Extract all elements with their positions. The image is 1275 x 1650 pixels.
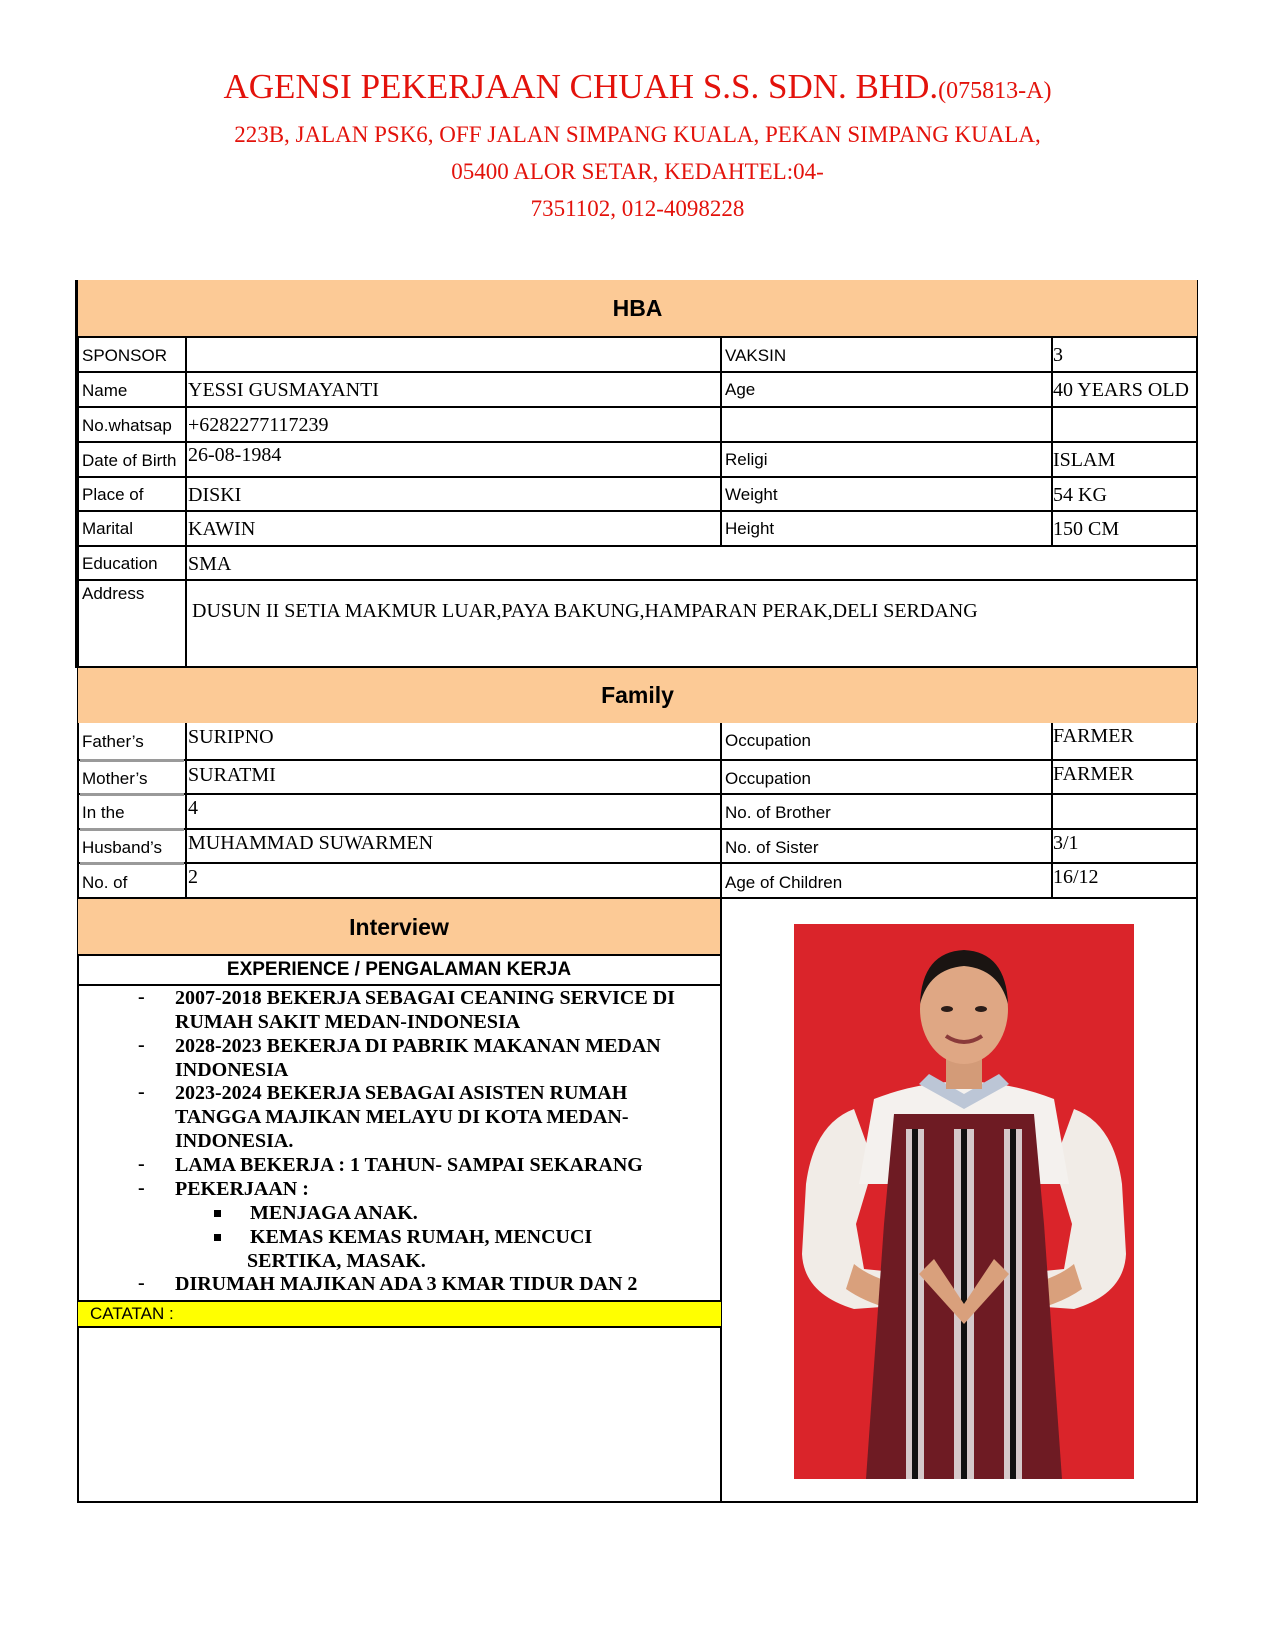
candidate-photo xyxy=(794,924,1134,1479)
divider xyxy=(77,510,1198,512)
education-label: Education xyxy=(82,554,158,573)
experience-item: 2023-2024 BEKERJA SEBAGAI ASISTEN RUMAH xyxy=(175,1082,628,1104)
father-value: SURIPNO xyxy=(188,726,274,748)
label-cell-marker xyxy=(80,828,184,831)
divider xyxy=(77,793,1198,795)
address-value: DUSUN II SETIA MAKMUR LUAR,PAYA BAKUNG,HAMPARAN PERAK,DELI SERDANG xyxy=(192,600,978,622)
column-divider xyxy=(1051,336,1053,546)
bullet-dash: - xyxy=(138,1034,145,1056)
divider xyxy=(77,579,1198,581)
bullet-dash: - xyxy=(138,1272,145,1294)
experience-item: PEKERJAAN : xyxy=(175,1178,309,1200)
dob-label: Date of Birth xyxy=(82,451,177,470)
agency-address-line2: 05400 ALOR SETAR, KEDAHTEL:04- xyxy=(451,159,824,184)
religi-value: ISLAM xyxy=(1053,449,1116,471)
agency-reg-no: (075813-A) xyxy=(938,78,1052,104)
vaksin-value: 3 xyxy=(1053,344,1063,366)
divider xyxy=(77,545,1198,547)
square-bullet-icon xyxy=(214,1234,221,1241)
name-label: Name xyxy=(82,381,128,400)
divider xyxy=(77,828,1198,830)
column-divider xyxy=(185,336,187,667)
age-value: 40 YEARS OLD xyxy=(1053,379,1189,401)
divider xyxy=(77,862,1198,864)
children-count-value: 2 xyxy=(188,866,198,888)
mother-occupation-value: FARMER xyxy=(1053,763,1134,785)
sister-count-label: No. of Sister xyxy=(725,838,819,857)
mother-occupation-label: Occupation xyxy=(725,769,811,788)
divider xyxy=(77,406,1198,408)
divider xyxy=(77,336,1198,338)
column-divider xyxy=(720,723,722,898)
education-value: SMA xyxy=(188,553,232,575)
experience-item: 2028-2023 BEKERJA DI PABRIK MAKANAN MEDAN xyxy=(175,1035,661,1057)
height-label: Height xyxy=(725,519,775,538)
experience-item: DIRUMAH MAJIKAN ADA 3 KMAR TIDUR DAN 2 xyxy=(175,1273,638,1295)
divider xyxy=(77,441,1198,443)
candidate-portrait-illustration xyxy=(794,924,1134,1479)
bullet-dash: - xyxy=(138,1153,145,1175)
experience-item: 2007-2018 BEKERJA SEBAGAI CEANING SERVICE DI xyxy=(175,987,675,1009)
frame-accent-bar xyxy=(75,280,78,668)
marital-label: Marital xyxy=(82,519,134,538)
father-label: Father’s xyxy=(82,732,144,751)
label-cell-marker xyxy=(80,793,184,796)
agency-title xyxy=(0,62,1275,116)
section-header-family: Family xyxy=(78,668,1197,723)
divider xyxy=(77,371,1198,373)
mother-label: Mother’s xyxy=(82,769,148,788)
bullet-dash: - xyxy=(138,986,145,1008)
religi-label: Religi xyxy=(725,450,768,469)
place-of-birth-label: Place of xyxy=(82,485,144,504)
experience-item: TANGGA MAJIKAN MELAYU DI KOTA MEDAN- xyxy=(175,1106,629,1128)
father-occupation-label: Occupation xyxy=(725,731,811,750)
divider xyxy=(77,759,1198,761)
place-of-birth-value: DISKI xyxy=(188,484,242,506)
sponsor-label: SPONSOR xyxy=(82,346,168,365)
experience-subitem: MENJAGA ANAK. xyxy=(250,1202,418,1224)
children-count-label: No. of xyxy=(82,873,128,892)
name-value: YESSI GUSMAYANTI xyxy=(188,379,379,401)
weight-value: 54 KG xyxy=(1053,484,1107,506)
divider xyxy=(77,1326,721,1328)
column-divider xyxy=(720,336,722,546)
experience-item: RUMAH SAKIT MEDAN-INDONESIA xyxy=(175,1011,521,1033)
in-the-family-label: In the xyxy=(82,803,125,822)
husband-label: Husband’s xyxy=(82,838,163,857)
mother-value: SURATMI xyxy=(188,764,276,786)
whatsapp-label: No.whatsap xyxy=(82,416,172,435)
experience-subitem: SERTIKA, MASAK. xyxy=(247,1250,426,1272)
agency-name: AGENSI PEKERJAAN CHUAH S.S. SDN. BHD. xyxy=(223,67,939,106)
whatsapp-value: +6282277117239 xyxy=(188,414,329,436)
dob-value: 26-08-1984 xyxy=(188,444,282,466)
agency-address-line3: 7351102, 012-4098228 xyxy=(530,196,745,221)
column-divider xyxy=(720,897,722,1502)
agency-address-line1: 223B, JALAN PSK6, OFF JALAN SIMPANG KUALA, PEKAN SIMPANG KUALA, xyxy=(234,122,1041,147)
catatan-label: CATATAN : xyxy=(78,1302,721,1326)
bullet-dash: - xyxy=(138,1081,145,1103)
experience-item: INDONESIA. xyxy=(175,1130,294,1152)
in-the-family-value: 4 xyxy=(188,797,198,819)
divider xyxy=(77,476,1198,478)
age-label: Age xyxy=(725,380,756,399)
height-value: 150 CM xyxy=(1053,518,1120,540)
square-bullet-icon xyxy=(214,1210,221,1217)
label-cell-marker xyxy=(80,862,184,865)
experience-item: LAMA BEKERJA : 1 TAHUN- SAMPAI SEKARANG xyxy=(175,1154,643,1176)
children-age-label: Age of Children xyxy=(725,873,843,892)
weight-label: Weight xyxy=(725,485,778,504)
address-label: Address xyxy=(82,584,145,603)
vaksin-label: VAKSIN xyxy=(725,346,787,365)
section-header-hba: HBA xyxy=(78,280,1197,337)
bullet-dash: - xyxy=(138,1177,145,1199)
father-occupation-value: FARMER xyxy=(1053,725,1134,747)
children-age-value: 16/12 xyxy=(1053,866,1099,888)
sister-count-value: 3/1 xyxy=(1053,832,1079,854)
letterhead xyxy=(0,62,1275,227)
label-cell-marker xyxy=(80,759,184,762)
column-divider xyxy=(185,723,187,898)
marital-value: KAWIN xyxy=(188,518,256,540)
section-header-interview: Interview xyxy=(78,899,720,955)
brother-count-label: No. of Brother xyxy=(725,803,831,822)
husband-value: MUHAMMAD SUWARMEN xyxy=(188,832,434,854)
experience-heading: EXPERIENCE / PENGALAMAN KERJA xyxy=(226,959,572,980)
experience-subitem: KEMAS KEMAS RUMAH, MENCUCI xyxy=(250,1226,593,1248)
experience-item: INDONESIA xyxy=(175,1059,289,1081)
